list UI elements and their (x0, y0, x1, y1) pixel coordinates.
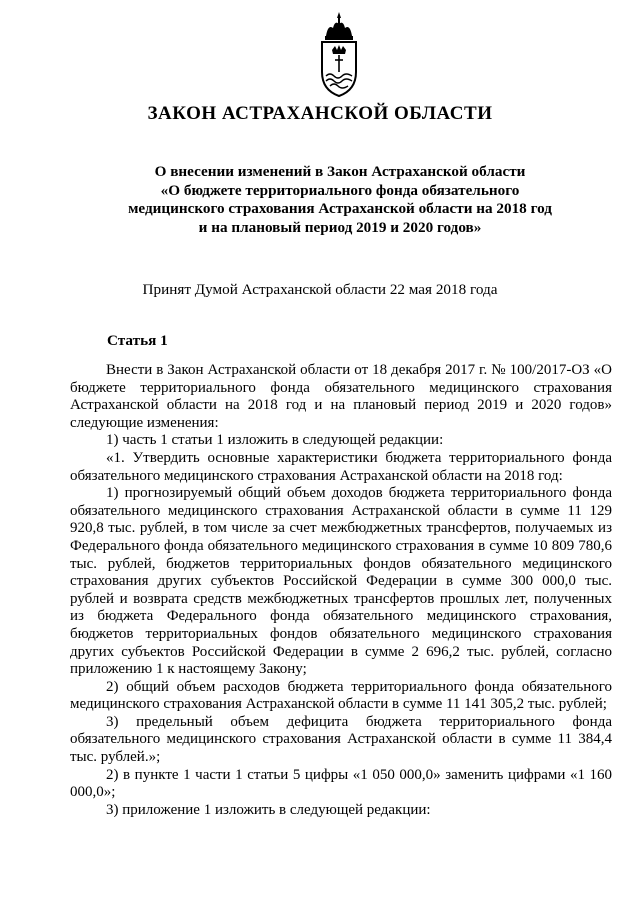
paragraph: 2) в пункте 1 части 1 статьи 5 цифры «1 050 000,0» заменить цифрами «1 160 000,0»; (70, 766, 612, 801)
paragraph: 1) часть 1 статьи 1 изложить в следующей редакции: (106, 432, 444, 449)
paragraph: 1) прогнозируемый общий объем доходов бюджета территориального фонда обязательного медицинского страхования Астраханской области в сумме 11 129 920,8 тыс. рублей, в том числе за счет межбюджетных трансфертов, получаемых из Федерального фонда обязательного медицинского страхования в сумме 10 809 780,6 тыс. рублей, бюджетов территориальных фондов обязательного медицинского страхования других субъектов Российской Федерации в сумме 300 000,0 тыс. рублей и возврата средств межбюджетных трансфертов прошлых лет, полученных из бюджета Федерального фонда обязательного медицинского страхования, бюджетов территориальных фондов обязательного медицинского страхования других субъектов Российской Федерации в сумме 2 696,2 тыс. рублей, согласно приложению 1 к настоящему Закону; (70, 485, 612, 678)
subtitle-line: медицинского страхования Астраханской области на 2018 год (128, 200, 552, 217)
paragraph: 2) общий объем расходов бюджета территориального фонда обязательного медицинского страхования Астраханской области в сумме 11 141 305,2 тыс. рублей; (70, 678, 612, 713)
paragraph: «1. Утвердить основные характеристики бюджета территориального фонда обязательного медицинского страхования Астраханской области на 2018 год: (70, 449, 612, 484)
adoption-note: Принят Думой Астраханской области 22 мая 2018 года (142, 281, 498, 298)
coat-of-arms-icon (316, 10, 362, 98)
law-subtitle (70, 163, 610, 237)
paragraph: 3) предельный объем дефицита бюджета территориального фонда обязательного медицинского страхования Астраханской области в сумме 11 384,4 тыс. рублей.»; (70, 713, 612, 766)
law-title: ЗАКОН АСТРАХАНСКОЙ ОБЛАСТИ (147, 103, 493, 124)
subtitle-line: О внесении изменений в Закон Астраханской области (154, 163, 526, 180)
article-body (70, 362, 612, 819)
paragraph: Внести в Закон Астраханской области от 18 декабря 2017 г. № 100/2017-ОЗ «О бюджете территориального фонда обязательного медицинского страхования Астраханской области на 2018 год и на плановый период 2019 и 2020 годов» следующие изменения: (70, 362, 612, 431)
subtitle-line: и на плановый период 2019 и 2020 годов» (198, 218, 482, 236)
article-heading: Статья 1 (107, 332, 168, 349)
paragraph: 3) приложение 1 изложить в следующей редакции: (106, 801, 431, 818)
subtitle-line: «О бюджете территориального фонда обязательного (160, 181, 520, 199)
